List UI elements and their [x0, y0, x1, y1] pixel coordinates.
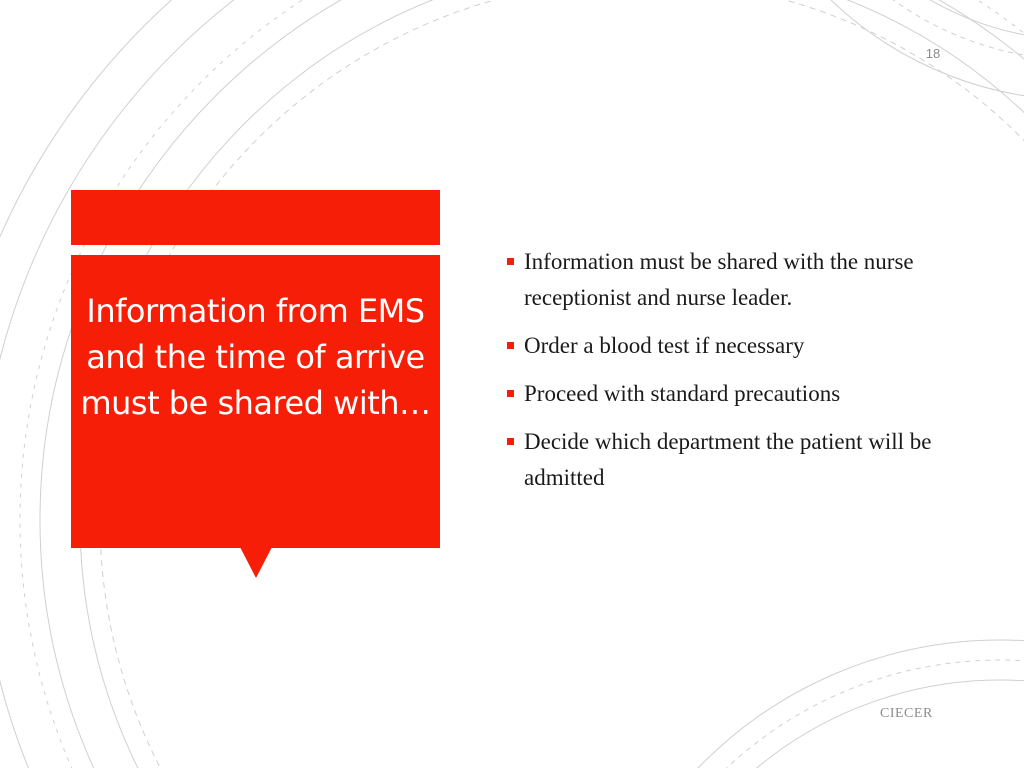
bullet-text: Information must be shared with the nurse receptionist and nurse leader. [524, 249, 914, 310]
bullet-item [507, 376, 947, 412]
bullet-item [507, 244, 947, 316]
bullet-text: Proceed with standard precautions [524, 381, 841, 406]
square-bullet-icon [507, 390, 514, 397]
bullet-text: Decide which department the patient will be admitted [524, 429, 932, 490]
slide-title: Information from EMS and the time of arrive must be shared with… [80, 292, 431, 422]
square-bullet-icon [507, 438, 514, 445]
bullet-item [507, 328, 947, 364]
bullet-text: Order a blood test if necessary [524, 333, 805, 358]
accent-bar [71, 190, 440, 245]
bullet-list [507, 244, 947, 508]
square-bullet-icon [507, 258, 514, 265]
callout-pointer [240, 547, 272, 578]
bullet-item [507, 424, 947, 496]
square-bullet-icon [507, 342, 514, 349]
slide-number: 18 [925, 46, 941, 61]
footer-text: CIECER [880, 706, 933, 721]
